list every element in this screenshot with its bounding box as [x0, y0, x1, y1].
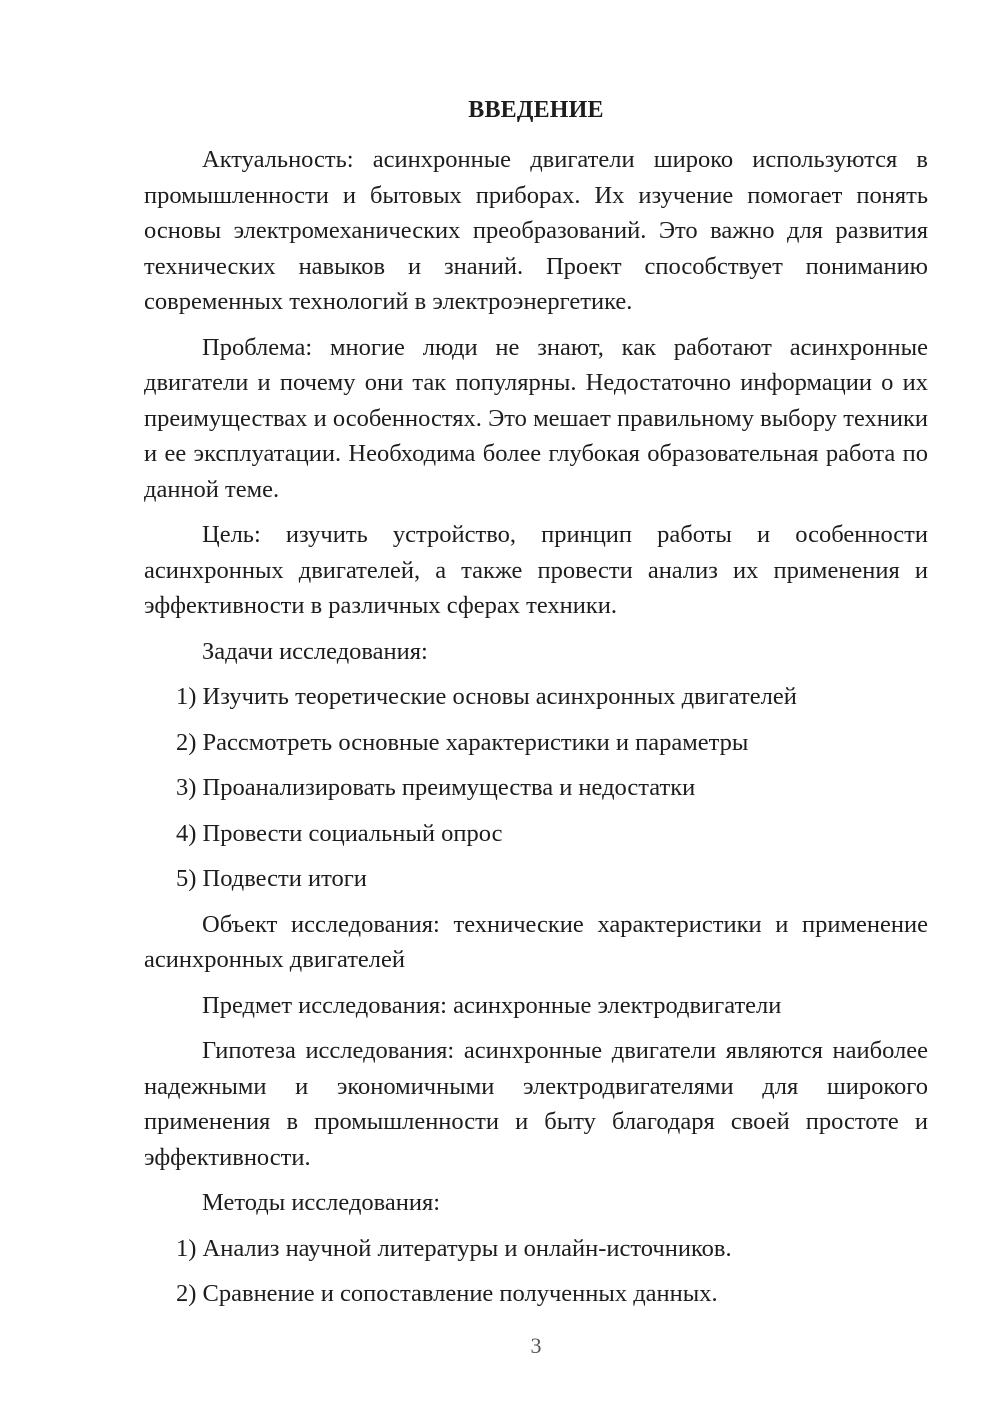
tasks-heading: Задачи исследования: — [202, 637, 428, 665]
page-title: ВВЕДЕНИЕ — [468, 97, 604, 123]
object-paragraph: Объект исследования: технические характеристики и применение асинхронных двигателей — [144, 910, 928, 973]
subject-paragraph: Предмет исследования: асинхронные электродвигатели — [202, 991, 782, 1019]
methods-heading: Методы исследования: — [202, 1189, 441, 1216]
task-item-4: 4) Провести социальный опрос — [176, 819, 503, 847]
task-item-1: 1) Изучить теоретические основы асинхронных двигателей — [176, 683, 797, 710]
problem-paragraph: Проблема: многие люди не знают, как работают асинхронные двигатели и почему они так популярны. Недостаточно информации о их преимуществах и особенностях. Это мешает правильному выбору техники и ее эксплуатации. Необходима более глубокая образовательная работа по данной теме. — [144, 333, 928, 503]
method-item-2: 2) Сравнение и сопоставление полученных данных. — [176, 1280, 718, 1307]
task-item-3: 3) Проанализировать преимущества и недостатки — [176, 774, 696, 801]
method-item-1: 1) Анализ научной литературы и онлайн-источников. — [176, 1234, 732, 1262]
task-item-5: 5) Подвести итоги — [176, 865, 367, 892]
document-page — [144, 0, 928, 1414]
goal-paragraph: Цель: изучить устройство, принцип работы и особенности асинхронных двигателей, а также провести анализ их применения и эффективности в различных сферах техники. — [144, 521, 928, 619]
hypothesis-paragraph: Гипотеза исследования: асинхронные двигатели являются наиболее надежными и экономичными электродвигателями для широкого применения в промышленности и быту благодаря своей простоте и эффективности. — [144, 1037, 928, 1171]
document-body — [144, 142, 928, 1322]
task-item-2: 2) Рассмотреть основные характеристики и параметры — [176, 728, 749, 756]
relevance-paragraph: Актуальность: асинхронные двигатели широко используются в промышленности и бытовых приборах. Их изучение помогает понять основы электромеханических преобразований. Это важно для развития технических навыков и знаний. Проект способствует пониманию современных технологий в электроэнергетике. — [144, 146, 928, 315]
page-number: 3 — [530, 1333, 542, 1358]
